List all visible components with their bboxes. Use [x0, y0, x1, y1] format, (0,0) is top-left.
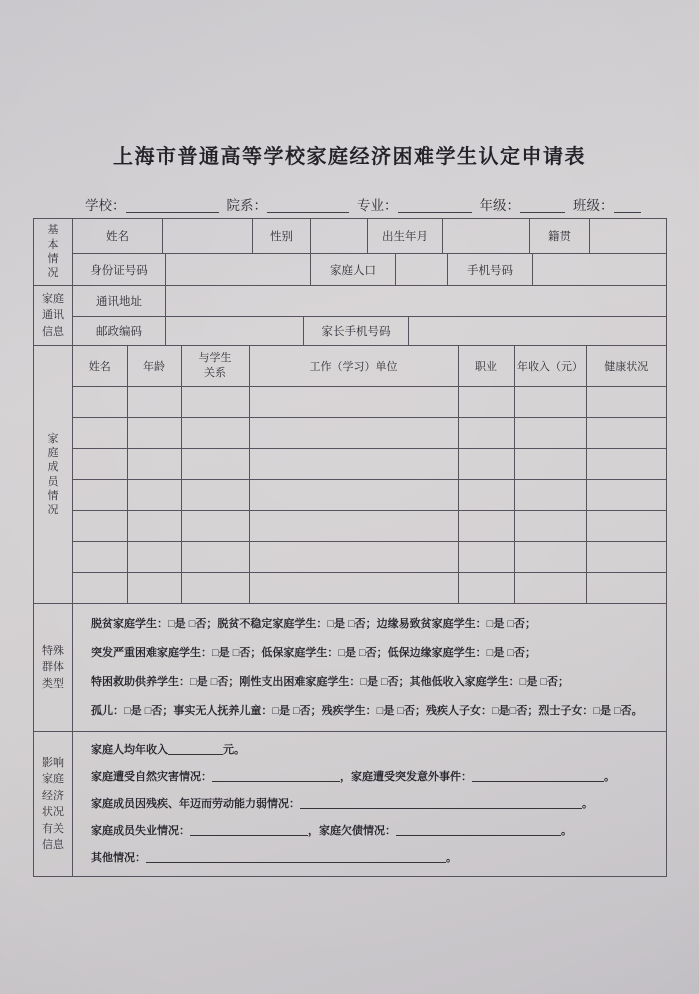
col-member-income: 年收入（元） — [514, 346, 586, 386]
major-blank-field[interactable] — [398, 199, 472, 213]
name-value-cell[interactable] — [162, 219, 252, 253]
col-member-name: 姓名 — [73, 346, 127, 386]
economic-info-lines — [73, 732, 666, 876]
eco-line-disaster — [91, 764, 662, 791]
special-group-line-sudden-difficulty[interactable]: 突发严重困难家庭学生：□是 □否；低保家庭学生：□是 □否；低保边缘家庭学生：□是 □否； — [91, 647, 537, 659]
family-member-empty-cell[interactable] — [458, 417, 514, 448]
family-member-empty-cell[interactable] — [73, 417, 127, 448]
economic-info-content — [73, 732, 666, 876]
family-member-empty-cell[interactable] — [514, 386, 586, 417]
family-member-empty-cell[interactable] — [181, 386, 249, 417]
id-label-cell: 身份证号码 — [90, 264, 148, 277]
family-members-section-label — [34, 346, 73, 603]
family-member-empty-cell[interactable] — [127, 510, 181, 541]
family-member-empty-cell[interactable] — [73, 541, 127, 572]
family-member-empty-cell[interactable] — [586, 448, 666, 479]
special-group-line-orphan-disability[interactable]: 孤儿：□是 □否；事实无人抚养儿童：□是 □否；残疾学生：□是 □否；残疾人子女：□是□否；烈士子女：□是 □否。 — [91, 705, 643, 717]
economic-info-section-label — [34, 732, 73, 876]
department-blank-field[interactable] — [267, 199, 349, 213]
eco-debt-blank-field[interactable] — [396, 823, 561, 836]
family-member-empty-cell[interactable] — [458, 448, 514, 479]
eco-line-other — [91, 845, 662, 872]
grade-blank-field[interactable] — [520, 199, 565, 213]
eco-line-disability — [91, 791, 662, 818]
family-member-empty-cell[interactable] — [181, 448, 249, 479]
family-member-empty-row — [73, 572, 666, 603]
eco-accident-label: ，家庭遭受突发意外事件： — [340, 771, 472, 783]
eco-other-blank-field[interactable] — [146, 850, 446, 863]
family-member-empty-cell[interactable] — [181, 572, 249, 603]
family-member-empty-row — [73, 510, 666, 541]
section-contact-info — [34, 285, 666, 345]
family-member-empty-cell[interactable] — [181, 479, 249, 510]
family-member-empty-cell[interactable] — [73, 386, 127, 417]
family-member-empty-cell[interactable] — [181, 510, 249, 541]
family-member-empty-cell[interactable] — [73, 572, 127, 603]
family-members-content — [73, 346, 666, 603]
eco-income-blank-field[interactable] — [168, 742, 223, 755]
eco-income-label: 家庭人均年收入 — [91, 744, 168, 756]
family-members-section-label-text: 家庭成员情况 — [47, 432, 59, 517]
phone-label-cell: 手机号码 — [447, 254, 532, 285]
eco-line-income — [91, 737, 662, 764]
name-label-cell: 姓名 — [106, 231, 129, 243]
family-member-empty-cell[interactable] — [514, 572, 586, 603]
family-member-empty-cell[interactable] — [458, 479, 514, 510]
postcode-value-cell[interactable] — [165, 317, 303, 345]
eco-disability-label: 家庭成员因残疾、年迈而劳动能力弱情况： — [91, 798, 300, 810]
family-member-empty-cell[interactable] — [127, 386, 181, 417]
family-member-empty-cell[interactable] — [586, 510, 666, 541]
family-member-empty-cell[interactable] — [586, 386, 666, 417]
family-member-empty-cell[interactable] — [181, 417, 249, 448]
eco-disability-blank-field[interactable] — [300, 796, 582, 809]
address-value-cell[interactable] — [165, 286, 666, 316]
family-members-header — [73, 346, 666, 386]
family-member-empty-cell[interactable] — [249, 572, 458, 603]
family-member-empty-cell[interactable] — [181, 541, 249, 572]
family-members-header-row — [73, 346, 666, 386]
family-member-empty-cell[interactable] — [249, 417, 458, 448]
eco-income-suffix: 元。 — [223, 744, 245, 756]
application-form-table — [33, 218, 667, 877]
eco-other-suffix: 。 — [446, 852, 457, 864]
family-member-empty-cell[interactable] — [249, 510, 458, 541]
eco-disability-suffix: 。 — [582, 798, 593, 810]
basic-info-content — [73, 219, 666, 285]
col-member-workunit: 工作（学习）单位 — [249, 346, 458, 386]
id-value-cell[interactable] — [165, 254, 310, 285]
family-member-empty-row — [73, 479, 666, 510]
family-member-empty-cell[interactable] — [127, 541, 181, 572]
family-member-empty-cell[interactable] — [249, 541, 458, 572]
form-title: 上海市普通高等学校家庭经济困难学生认定申请表 — [113, 146, 586, 168]
major-label: 专业： — [357, 198, 398, 213]
family-member-empty-cell[interactable] — [458, 572, 514, 603]
basic-info-section-label — [34, 219, 73, 285]
grade-label: 年级： — [479, 198, 520, 213]
parent-phone-value-cell[interactable] — [408, 317, 666, 345]
family-member-empty-row — [73, 448, 666, 479]
section-special-groups — [34, 603, 666, 731]
household-label-cell: 家庭人口 — [310, 254, 395, 285]
family-member-empty-cell[interactable] — [73, 448, 127, 479]
school-line — [85, 194, 670, 214]
family-member-empty-row — [73, 386, 666, 417]
parent-phone-label-cell: 家长手机号码 — [303, 317, 408, 345]
contact-info-content — [73, 286, 666, 345]
economic-info-section-label-text: 影响家庭经济状况有关信息 — [42, 756, 64, 851]
special-groups-lines — [73, 604, 666, 731]
gender-label-cell: 性别 — [252, 219, 310, 253]
col-member-health: 健康状况 — [586, 346, 666, 386]
class-label: 班级： — [573, 198, 614, 213]
postcode-label-cell: 邮政编码 — [96, 326, 142, 338]
special-groups-section-label — [34, 604, 73, 731]
school-label: 学校： — [85, 198, 126, 213]
department-label: 院系： — [226, 198, 267, 213]
contact-info-row-1 — [73, 286, 666, 316]
col-member-occupation: 职业 — [458, 346, 514, 386]
family-member-empty-cell[interactable] — [127, 448, 181, 479]
eco-line-unemployment — [91, 818, 662, 845]
special-groups-content — [73, 604, 666, 731]
special-group-line-poverty[interactable]: 脱贫家庭学生：□是 □否；脱贫不稳定家庭学生：□是 □否；边缘易致贫家庭学生：□是 □否； — [91, 618, 537, 630]
col-member-relation-text: 与学生关系 — [198, 351, 232, 379]
class-blank-field[interactable] — [614, 199, 641, 213]
family-member-empty-cell[interactable] — [514, 448, 586, 479]
eco-unemployment-suffix: 。 — [561, 825, 572, 837]
address-label-cell: 通讯地址 — [96, 296, 142, 308]
family-member-empty-cell[interactable] — [514, 479, 586, 510]
section-economic-info — [34, 731, 666, 876]
family-member-empty-cell[interactable] — [586, 572, 666, 603]
school-blank-field[interactable] — [126, 199, 219, 213]
basic-info-row-1 — [73, 219, 666, 253]
eco-accident-blank-field[interactable] — [472, 769, 604, 782]
birth-label-cell: 出生年月 — [367, 219, 442, 253]
family-member-empty-cell[interactable] — [73, 510, 127, 541]
family-member-empty-cell[interactable] — [73, 479, 127, 510]
eco-disaster-label: 家庭遭受自然灾害情况： — [91, 771, 212, 783]
family-member-empty-cell[interactable] — [586, 479, 666, 510]
eco-disaster-blank-field[interactable] — [212, 769, 340, 782]
family-members-table — [73, 346, 666, 603]
gender-value-cell[interactable] — [310, 219, 367, 253]
eco-unemployment-label: 家庭成员失业情况： — [91, 825, 190, 837]
family-member-empty-cell[interactable] — [514, 510, 586, 541]
contact-info-section-label — [34, 286, 73, 345]
eco-debt-label: ，家庭欠债情况： — [308, 825, 396, 837]
contact-info-row-2 — [73, 316, 666, 345]
family-member-empty-cell[interactable] — [458, 510, 514, 541]
eco-other-label: 其他情况： — [91, 852, 146, 864]
basic-info-section-label-text: 基本情况 — [47, 224, 59, 280]
special-groups-section-label-text: 特殊群体类型 — [42, 644, 64, 690]
family-member-empty-cell[interactable] — [514, 541, 586, 572]
origin-value-cell[interactable] — [589, 219, 666, 253]
special-group-line-assistance[interactable]: 特困救助供养学生：□是 □否；刚性支出困难家庭学生：□是 □否；其他低收入家庭学生：□是 □否； — [91, 676, 570, 688]
phone-value-cell[interactable] — [532, 254, 666, 285]
family-member-empty-row — [73, 417, 666, 448]
family-member-empty-cell[interactable] — [458, 541, 514, 572]
basic-info-row-2 — [73, 253, 666, 285]
family-members-tbody — [73, 386, 666, 603]
birth-value-cell[interactable] — [442, 219, 529, 253]
eco-disaster-suffix: 。 — [604, 771, 615, 783]
col-member-age: 年龄 — [127, 346, 181, 386]
section-basic-info — [34, 219, 666, 285]
family-member-empty-cell[interactable] — [249, 386, 458, 417]
family-member-empty-cell[interactable] — [127, 479, 181, 510]
family-member-empty-cell[interactable] — [127, 572, 181, 603]
family-member-empty-cell[interactable] — [586, 541, 666, 572]
family-member-empty-cell[interactable] — [127, 417, 181, 448]
family-member-empty-cell[interactable] — [249, 448, 458, 479]
section-family-members — [34, 345, 666, 603]
family-member-empty-cell[interactable] — [586, 417, 666, 448]
family-member-empty-cell[interactable] — [249, 479, 458, 510]
eco-unemployment-blank-field[interactable] — [190, 823, 308, 836]
col-member-relation — [181, 346, 249, 386]
family-member-empty-row — [73, 541, 666, 572]
family-member-empty-cell[interactable] — [514, 417, 586, 448]
contact-info-section-label-text: 家庭通讯信息 — [42, 292, 64, 338]
origin-label-cell: 籍贯 — [529, 219, 589, 253]
household-value-cell[interactable] — [395, 254, 447, 285]
family-member-empty-cell[interactable] — [458, 386, 514, 417]
